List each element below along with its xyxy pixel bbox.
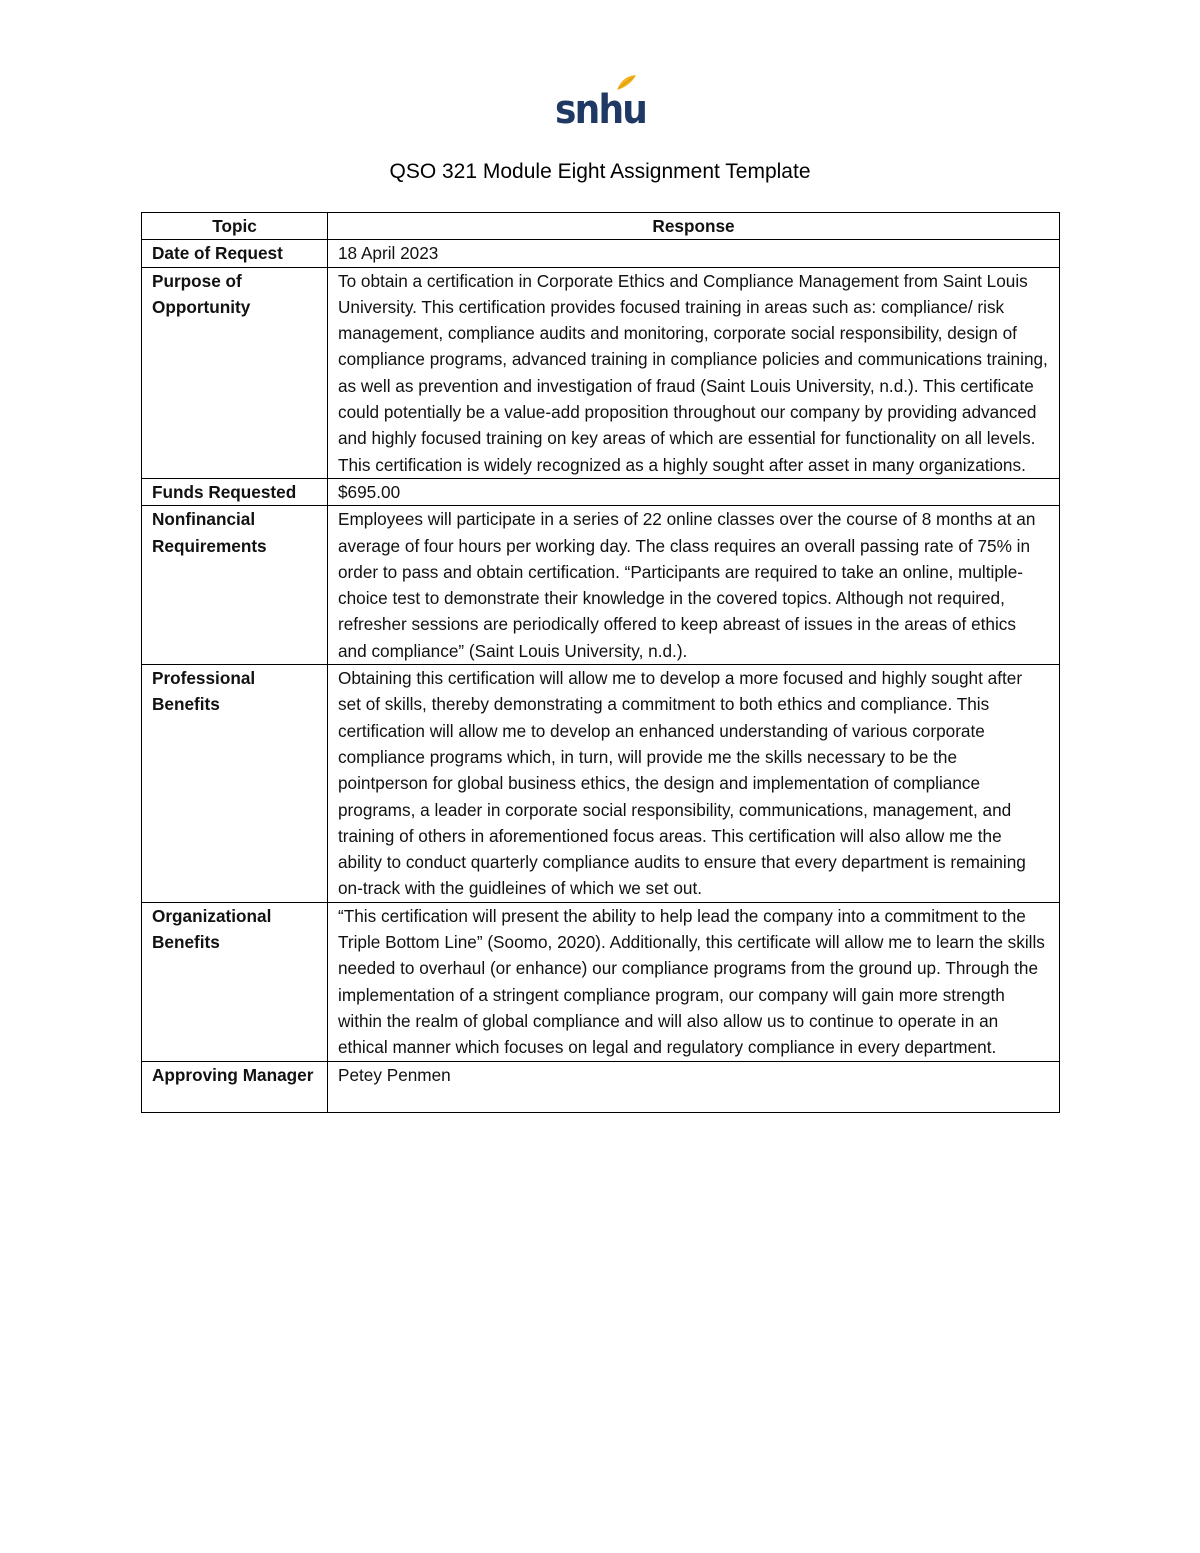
table-row-organizational-benefits bbox=[142, 902, 1060, 1061]
table-row-date-of-request bbox=[142, 240, 1060, 267]
topic-cell: Professional Benefits bbox=[142, 665, 328, 903]
table-row-nonfinancial-requirements bbox=[142, 506, 1060, 665]
page-title: QSO 321 Module Eight Assignment Template bbox=[389, 160, 811, 183]
response-cell: To obtain a certification in Corporate Ethics and Compliance Management from Saint Louis University. This certification provides focused training in areas such as: compliance/ risk management, compliance audits and monitoring, corporate social responsibility, design of compliance programs, advanced training in compliance policies and communications training, as well as prevention and investigation of fraud (Saint Louis University, n.d.). This certificate could potentially be a value-add proposition throughout our company by providing advanced and highly focused training on key areas of which are essential for functionality on all levels. This certification is widely recognized as a highly sought after asset in many organizations. bbox=[328, 267, 1060, 478]
topic-cell: Purpose of Opportunity bbox=[142, 267, 328, 478]
response-cell: $695.00 bbox=[328, 478, 1060, 505]
table-row-funds-requested bbox=[142, 478, 1060, 505]
table-row-approving-manager bbox=[142, 1061, 1060, 1112]
response-cell: Petey Penmen bbox=[328, 1061, 1060, 1112]
table-row-professional-benefits bbox=[142, 665, 1060, 903]
snhu-logo bbox=[555, 70, 645, 134]
topic-cell: Funds Requested bbox=[142, 478, 328, 505]
topic-cell: Date of Request bbox=[142, 240, 328, 267]
topic-cell: Approving Manager bbox=[142, 1061, 328, 1112]
table-header-row bbox=[142, 213, 1060, 240]
response-cell: 18 April 2023 bbox=[328, 240, 1060, 267]
header-response: Response bbox=[328, 213, 1060, 240]
response-cell: Employees will participate in a series of 22 online classes over the course of 8 months at an average of four hours per working day. The class requires an overall passing rate of 75% in order to pass and obtain certification. “Participants are required to take an online, multiple-choice test to demonstrate their knowledge in the covered topics. Although not required, refresher sessions are periodically offered to keep abreast of issues in the areas of ethics and compliance” (Saint Louis University, n.d.). bbox=[328, 506, 1060, 665]
header-topic: Topic bbox=[142, 213, 328, 240]
topic-cell: Organizational Benefits bbox=[142, 902, 328, 1061]
topic-cell: Nonfinancial Requirements bbox=[142, 506, 328, 665]
response-cell: “This certification will present the ability to help lead the company into a commitment to the Triple Bottom Line” (Soomo, 2020). Additionally, this certificate will allow me to learn the skills needed to overhaul (or enhance) our compliance programs from the ground up. Through the implementation of a stringent compliance program, our company will gain more strength within the realm of global compliance and will also allow us to continue to operate in an ethical manner which focuses on legal and regulatory compliance in every department. bbox=[328, 902, 1060, 1061]
response-cell: Obtaining this certification will allow me to develop a more focused and highly sought after set of skills, thereby demonstrating a commitment to both ethics and compliance. This certification will allow me to develop an enhanced understanding of various corporate compliance programs which, in turn, will provide me the skills necessary to be the pointperson for global business ethics, the design and implementation of compliance programs, a leader in corporate social responsibility, communications, management, and training of others in aforementioned focus areas. This certification will also allow me the ability to conduct quarterly compliance audits to ensure that every department is remaining on-track with the guidleines of which we set out. bbox=[328, 665, 1060, 903]
table-row-purpose-of-opportunity bbox=[142, 267, 1060, 478]
logo-wordmark: snhu bbox=[555, 87, 647, 133]
assignment-table bbox=[141, 212, 1060, 1113]
